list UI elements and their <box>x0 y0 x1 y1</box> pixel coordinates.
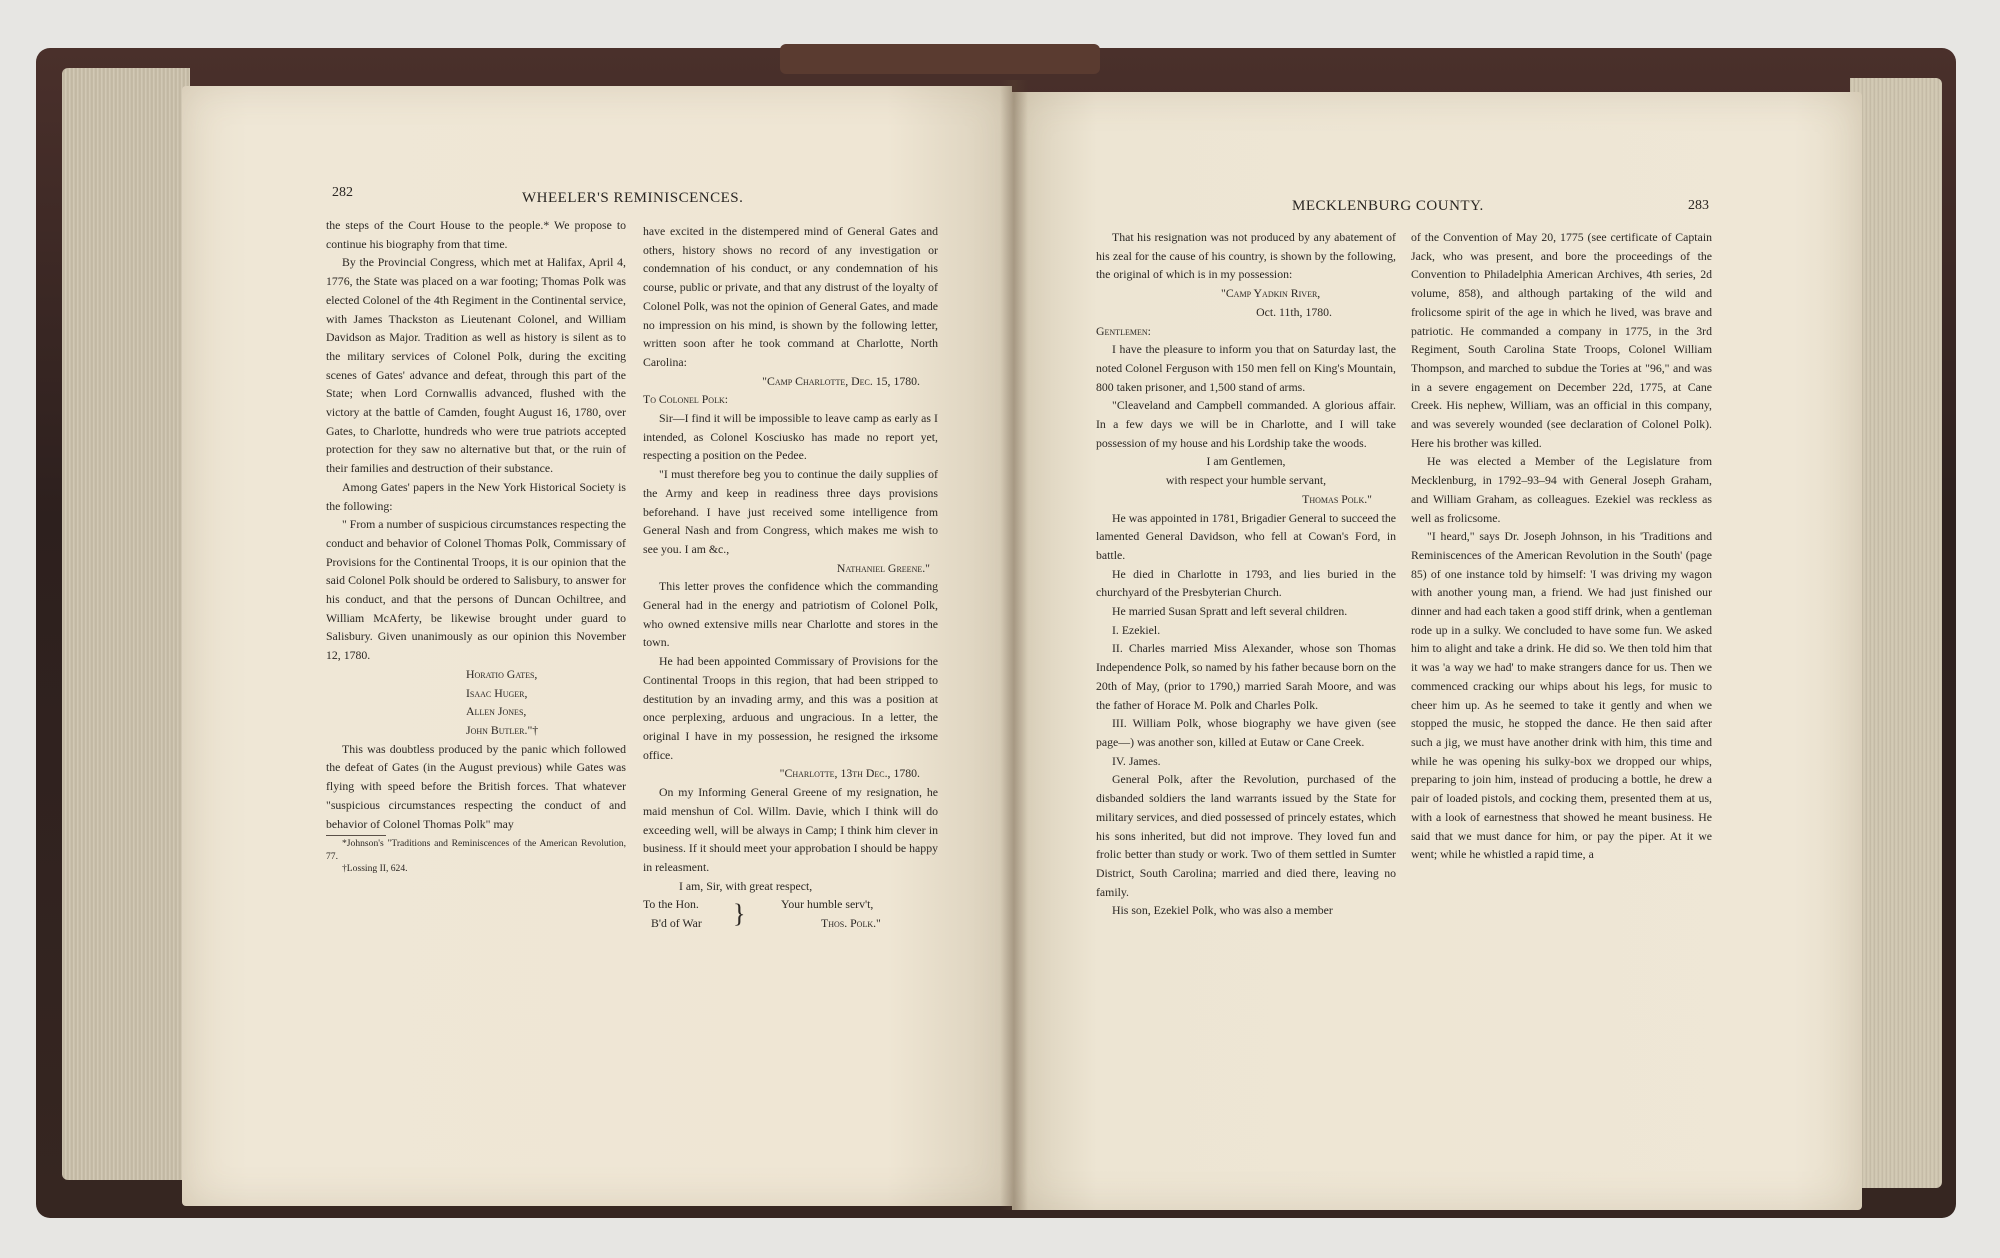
letter-paragraph: I have the pleasure to inform you that on Saturday last, the noted Colonel Ferguson with 150 men fell on King's Mountain, 800 taken prisoner, and 1,500 stand of arms. <box>1096 342 1396 394</box>
letter-signature: Thomas Polk." <box>1302 491 1372 506</box>
footnote: *Johnson's "Traditions and Reminiscences of the American Revolution, 77. <box>326 838 626 862</box>
address-right <box>751 895 938 932</box>
letter-heading: "Camp Charlotte, Dec. 15, 1780. <box>762 373 920 388</box>
paragraph: have excited in the distempered mind of General Gates and others, history shows no record of any investigation or condemnation of his conduct, or any condemnation of his course, public or private, and that any distrust of the loyalty of Colonel Polk, was not the opinion of General Gates, and made no impression on his mind, is shown by the following letter, written soon after he took command at Charlotte, North Carolina: <box>643 224 938 369</box>
paragraph: of the Convention of May 20, 1775 (see certificate of Captain Jack, who was present, and bore the proceedings of the Convention to Philadelphia American Archives, 4th series, 2d volume, 858), and although partaking of the wild and frolicsome spirit of the age in which he lived, was brave and patriotic. He commanded a company in 1775, in the 3rd Regiment, South Carolina State Troops, Colonel William Thompson, and marched to subdue the Tories at "96," and was in a severe engagement on December 22d, 1775, at Cane Creek. His nephew, William, was an official in this company, and was severely wounded (see declaration of Colonel Polk). Here his brother was killed. <box>1411 230 1712 450</box>
paragraph: By the Provincial Congress, which met at Halifax, April 4, 1776, the State was placed on a war footing; Thomas Polk was elected Colonel of the 4th Regiment in the Continental service, with James Thackston as Lieutenant Colonel, and William Davidson as Major. Tradition as well as history is silent as to the military services of Colonel Polk, during the exciting scenes of Gates' advance and defeat, through this part of the State; when Lord Cornwallis advanced, flushed with the victory at the battle of Camden, fought August 16, 1780, over Gates, to Charlotte, hundreds who were true patriots accepted protection for they saw no alternative but that, or the ruin of their families and destruction of their substance. <box>326 255 626 476</box>
right-page-column-2 <box>1411 228 1712 864</box>
page-number-left: 282 <box>332 185 353 200</box>
letter-paragraph: "I must therefore beg you to continue the daily supplies of the Army and keep in readiness three days provisions beforehand. I have just received some intelligence from General Nash and from Congress, which makes me wish to see you. I am &c., <box>643 467 938 556</box>
quoted-resolution: " From a number of suspicious circumstances respecting the conduct and behavior of Colonel Thomas Polk, Commissary of Provisions for the Continental Troops, it is our opinion that the said Colonel Polk should be ordered to Salisbury, to answer for his conduct, and that the persons of Duncan Ochiltree, and William McAferty, be likewise brought under guard to Salisbury. Given unanimously as our opinion this November 12, 1780. <box>326 517 626 663</box>
right-page-column-1 <box>1096 228 1396 920</box>
signature-line: John Butler."† <box>466 722 539 737</box>
page-block-left <box>62 68 190 1180</box>
address-line: Your humble serv't, <box>781 897 874 912</box>
paragraph: He died in Charlotte in 1793, and lies buried in the churchyard of the Presbyterian Church. <box>1096 566 1396 600</box>
signature-line: Allen Jones, <box>466 704 527 719</box>
paragraph: Among Gates' papers in the New York Historical Society is the following: <box>326 479 626 513</box>
letter-date: Oct. 11th, 1780. <box>1256 304 1332 319</box>
left-page-column-1 <box>326 216 626 876</box>
book-spine <box>780 44 1100 74</box>
signature-line: Isaac Huger, <box>466 685 528 700</box>
address-line: Thos. Polk." <box>821 916 881 931</box>
page-number-right: 283 <box>1688 198 1709 213</box>
running-head-left: WHEELER'S REMINISCENCES. <box>522 190 744 206</box>
letter-address-block <box>643 895 938 932</box>
left-page-column-2 <box>643 222 938 933</box>
list-item: III. William Polk, whose biography we have given (see page—) was another son, killed at Eutaw or Cane Creek. <box>1096 716 1396 749</box>
book-gutter <box>1000 80 1028 1210</box>
paragraph: He was appointed in 1781, Brigadier General to succeed the lamented General Davidson, who fell at Cowan's Ford, in battle. <box>1096 510 1396 562</box>
paragraph: This letter proves the confidence which the commanding General had in the energy and patriotism of Colonel Polk, who owned extensive mills near Charlotte and stores in the town. <box>643 579 938 650</box>
paragraph: His son, Ezekiel Polk, who was also a member <box>1112 903 1333 918</box>
list-item: II. Charles married Miss Alexander, whose son Thomas Independence Polk, so named by his father because born on the 20th of May, (prior to 1790,) married Sarah Moore, and was the father of Horace M. Polk and Charles Polk. <box>1096 641 1396 712</box>
letter-closing: I am, Sir, with great respect, <box>679 878 813 893</box>
paragraph: He married Susan Spratt and left several children. <box>1112 604 1348 619</box>
paragraph: He was elected a Member of the Legislature from Mecklenburg, in 1792–93–94 with General Joseph Graham, and William Graham, as colleagues. Ezekiel was reckless as well as frolicsome. <box>1411 454 1712 525</box>
signature-line: Horatio Gates, <box>466 666 538 681</box>
letter-closing: I am Gentlemen, <box>1206 454 1286 469</box>
letter-paragraph: "Cleaveland and Campbell commanded. A glorious affair. In a few days we will be in Charlotte, and I will take possession of my house and his Lordship take the woods. <box>1096 398 1396 450</box>
paragraph: "I heard," says Dr. Joseph Johnson, in his 'Traditions and Reminiscences of the American Revolution in the South' (page 85) of one instance told by himself: 'I was driving my wagon with another young man, a friend. We had just finished our dinner and had each taken a good stiff drink, when a gentleman rode up in a sulky. We concluded to have some fun. We asked him to alight and take a drink. He did so. We then told him that it was 'a way we had' to make strangers dance for us. Then we commenced cracking our whips about his legs, for music to cheer him up. As he seemed to take it gently and when we stopped the music, he stopped the dance. He then said after such a jig, we must have another drink with him, this time and while he was opening his sulky-box we dropped our whips, preparing to join him, instead of producing a bottle, he drew a pair of loaded pistols, and cocking them, presented them at us, with a look of earnestness that showed he meant business. He said that we must dance for him, or pay the piper. At it we went; while he whistled a rapid time, a <box>1411 529 1712 862</box>
address-line: To the Hon. <box>643 897 699 912</box>
letter-salutation: Gentlemen: <box>1096 323 1151 338</box>
letter-heading: "Charlotte, 13th Dec., 1780. <box>779 766 920 781</box>
letter-signature: Nathaniel Greene." <box>836 560 930 575</box>
letter-heading: "Camp Yadkin River, <box>1221 286 1321 301</box>
list-item: I. Ezekiel. <box>1112 622 1161 637</box>
running-head-right: MECKLENBURG COUNTY. <box>1292 198 1484 214</box>
address-line: B'd of War <box>651 916 702 931</box>
letter-paragraph: On my Informing General Greene of my resignation, he maid menshun of Col. Willm. Davie, which I think will do exceeding well, will be always in Camp; I think him clever in business. If it should meet your approbation I should be happy in releasment. <box>643 785 938 874</box>
letter-paragraph: Sir—I find it will be impossible to leave camp as early as I intended, as Colonel Kosciusko has made no report yet, respecting a position on the Pedee. <box>643 411 938 463</box>
paragraph: General Polk, after the Revolution, purchased of the disbanded soldiers the land warrants issued by the State for military services, and died possessed of princely estates, which his sons inherited, but did not improve. They loved fun and frolic better than study or work. Two of them settled in Sumter District, South Carolina; married and died there, leaving no family. <box>1096 772 1396 899</box>
paragraph: This was doubtless produced by the panic which followed the defeat of Gates (in the August previous) while Gates was flying with speed before the British forces. That whatever "suspicious circumstances respecting the conduct of and behavior of Colonel Thomas Polk" may <box>326 741 626 831</box>
list-item: IV. James. <box>1112 753 1161 768</box>
address-left <box>643 895 733 932</box>
brace-glyph: } <box>733 899 746 929</box>
footnote-rule <box>326 835 386 836</box>
letter-addressee: To Colonel Polk: <box>643 392 729 407</box>
paragraph: the steps of the Court House to the people.* We propose to continue his biography from that time. <box>326 218 626 251</box>
letter-closing: with respect your humble servant, <box>1165 473 1327 488</box>
paragraph: He had been appointed Commissary of Provisions for the Continental Troops in this region, that had been stripped to destitution by an invading army, and this was a position at once perplexing, arduous and ungracious. In a letter, the original I have in my possession, he resigned the irksome office. <box>643 654 938 762</box>
paragraph: That his resignation was not produced by any abatement of his zeal for the cause of his country, is shown by the following, the original of which is in my possession: <box>1096 230 1396 282</box>
footnote: †Lossing II, 624. <box>342 863 408 875</box>
page-block-right <box>1850 78 1942 1188</box>
